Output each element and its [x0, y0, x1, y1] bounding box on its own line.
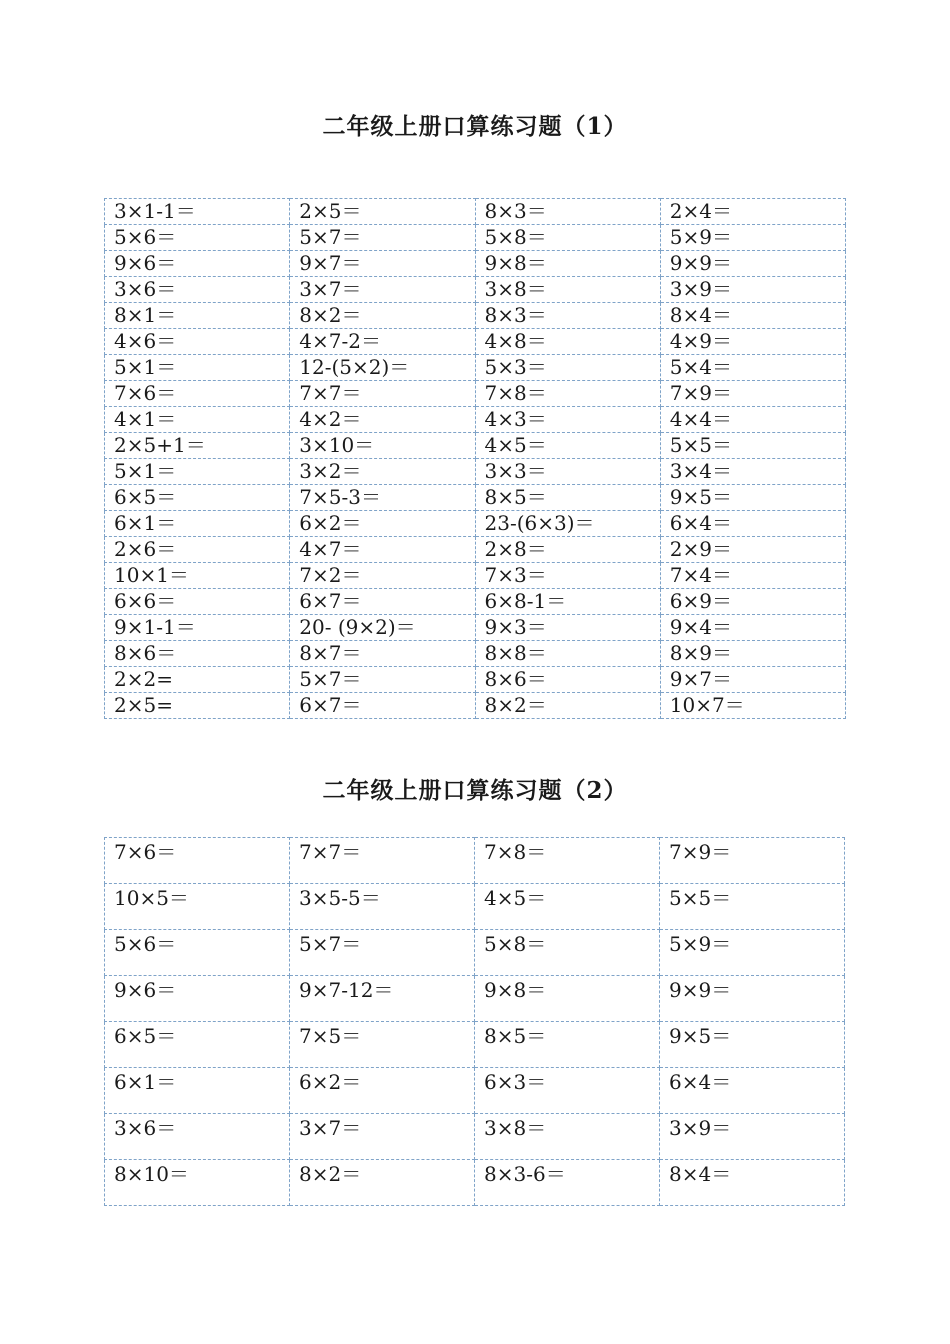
table-row [105, 433, 846, 459]
problem-cell: 7×2＝ [290, 563, 475, 589]
problem-cell: 5×7＝ [290, 930, 475, 976]
problem-cell: 9×6＝ [105, 251, 290, 277]
table-row [105, 930, 845, 976]
problem-cell: 6×1＝ [105, 1068, 290, 1114]
problem-cell: 6×7＝ [290, 589, 475, 615]
problem-cell: 5×7＝ [290, 225, 475, 251]
problem-cell: 20- (9×2)＝ [290, 615, 475, 641]
problem-cell: 9×1-1＝ [105, 615, 290, 641]
problem-cell: 5×7＝ [290, 667, 475, 693]
problem-cell: 3×10＝ [290, 433, 475, 459]
problem-cell: 6×4＝ [660, 511, 845, 537]
problem-table-1-body [105, 199, 846, 719]
problem-cell: 8×3＝ [475, 303, 660, 329]
problem-cell: 5×6＝ [105, 225, 290, 251]
table-row [105, 355, 846, 381]
problem-cell: 9×7-12＝ [290, 976, 475, 1022]
problem-cell: 9×8＝ [475, 976, 660, 1022]
problem-cell: 8×6＝ [475, 667, 660, 693]
problem-cell: 3×2＝ [290, 459, 475, 485]
problem-cell: 2×8＝ [475, 537, 660, 563]
problem-cell: 8×2＝ [290, 303, 475, 329]
worksheet-title-1: 二年级上册口算练习题（1） [322, 113, 628, 140]
problem-cell: 4×5＝ [475, 433, 660, 459]
problem-cell: 4×3＝ [475, 407, 660, 433]
problem-cell: 2×9＝ [660, 537, 845, 563]
problem-cell: 4×1＝ [105, 407, 290, 433]
problem-cell: 9×9＝ [660, 976, 845, 1022]
problem-cell: 8×4＝ [660, 1160, 845, 1206]
problem-cell: 9×6＝ [105, 976, 290, 1022]
problem-cell: 8×2＝ [290, 1160, 475, 1206]
table-row [105, 251, 846, 277]
table-row [105, 1022, 845, 1068]
problem-cell: 10×1＝ [105, 563, 290, 589]
problem-table-2 [104, 837, 845, 1206]
problem-cell: 5×9＝ [660, 225, 845, 251]
problem-cell: 7×6＝ [105, 381, 290, 407]
table-row [105, 459, 846, 485]
table-row [105, 199, 846, 225]
problem-cell: 5×1＝ [105, 355, 290, 381]
problem-cell: 2×5＝ [290, 199, 475, 225]
problem-cell: 2×6＝ [105, 537, 290, 563]
table-row [105, 537, 846, 563]
problem-cell: 7×8＝ [475, 381, 660, 407]
table-row [105, 976, 845, 1022]
problem-cell: 9×8＝ [475, 251, 660, 277]
problem-cell: 6×5＝ [105, 485, 290, 511]
problem-cell: 2×4＝ [660, 199, 845, 225]
problem-cell: 3×9＝ [660, 277, 845, 303]
problem-cell: 10×5＝ [105, 884, 290, 930]
problem-cell: 9×3＝ [475, 615, 660, 641]
problem-cell: 2×5= [105, 693, 290, 719]
problem-cell: 8×1＝ [105, 303, 290, 329]
problem-cell: 5×3＝ [475, 355, 660, 381]
problem-cell: 2×2= [105, 667, 290, 693]
problem-cell: 7×6＝ [105, 838, 290, 884]
problem-cell: 5×9＝ [660, 930, 845, 976]
table-row [105, 563, 846, 589]
problem-cell: 4×4＝ [660, 407, 845, 433]
problem-cell: 7×8＝ [475, 838, 660, 884]
problem-table-1 [104, 198, 846, 719]
problem-cell: 6×8-1＝ [475, 589, 660, 615]
table-row [105, 615, 846, 641]
problem-cell: 8×8＝ [475, 641, 660, 667]
table-row [105, 407, 846, 433]
problem-cell: 4×6＝ [105, 329, 290, 355]
problem-cell: 8×3-6＝ [475, 1160, 660, 1206]
table-row [105, 225, 846, 251]
problem-cell: 4×7＝ [290, 537, 475, 563]
table-row [105, 303, 846, 329]
problem-cell: 6×6＝ [105, 589, 290, 615]
table-row [105, 511, 846, 537]
problem-cell: 9×5＝ [660, 1022, 845, 1068]
table-row [105, 329, 846, 355]
problem-cell: 6×2＝ [290, 1068, 475, 1114]
problem-cell: 6×2＝ [290, 511, 475, 537]
problem-cell: 4×9＝ [660, 329, 845, 355]
problem-cell: 5×5＝ [660, 433, 845, 459]
problem-cell: 8×2＝ [475, 693, 660, 719]
problem-cell: 3×9＝ [660, 1114, 845, 1160]
problem-cell: 8×3＝ [475, 199, 660, 225]
problem-cell: 7×4＝ [660, 563, 845, 589]
table-row [105, 1114, 845, 1160]
problem-cell: 6×5＝ [105, 1022, 290, 1068]
problem-cell: 4×8＝ [475, 329, 660, 355]
problem-cell: 8×10＝ [105, 1160, 290, 1206]
problem-cell: 4×5＝ [475, 884, 660, 930]
problem-cell: 8×9＝ [660, 641, 845, 667]
problem-cell: 7×3＝ [475, 563, 660, 589]
problem-cell: 2×5+1＝ [105, 433, 290, 459]
table-row [105, 1068, 845, 1114]
problem-cell: 3×6＝ [105, 1114, 290, 1160]
problem-cell: 7×9＝ [660, 838, 845, 884]
problem-cell: 8×5＝ [475, 485, 660, 511]
table-row [105, 381, 846, 407]
problem-cell: 6×7＝ [290, 693, 475, 719]
problem-cell: 9×4＝ [660, 615, 845, 641]
table-row [105, 485, 846, 511]
problem-cell: 6×1＝ [105, 511, 290, 537]
problem-cell: 10×7＝ [660, 693, 845, 719]
problem-cell: 9×7＝ [290, 251, 475, 277]
problem-cell: 7×9＝ [660, 381, 845, 407]
problem-cell: 5×4＝ [660, 355, 845, 381]
problem-cell: 6×9＝ [660, 589, 845, 615]
problem-cell: 8×5＝ [475, 1022, 660, 1068]
problem-cell: 7×5＝ [290, 1022, 475, 1068]
problem-cell: 5×6＝ [105, 930, 290, 976]
table-row [105, 1160, 845, 1206]
problem-cell: 3×8＝ [475, 277, 660, 303]
problem-cell: 3×1-1＝ [105, 199, 290, 225]
problem-cell: 9×9＝ [660, 251, 845, 277]
problem-cell: 5×8＝ [475, 225, 660, 251]
problem-cell: 6×4＝ [660, 1068, 845, 1114]
problem-cell: 7×5-3＝ [290, 485, 475, 511]
problem-cell: 5×5＝ [660, 884, 845, 930]
problem-cell: 3×6＝ [105, 277, 290, 303]
problem-cell: 7×7＝ [290, 838, 475, 884]
table-row [105, 693, 846, 719]
problem-cell: 12-(5×2)＝ [290, 355, 475, 381]
problem-cell: 8×6＝ [105, 641, 290, 667]
problem-cell: 6×3＝ [475, 1068, 660, 1114]
problem-cell: 23-(6×3)＝ [475, 511, 660, 537]
problem-cell: 8×4＝ [660, 303, 845, 329]
problem-cell: 3×5-5＝ [290, 884, 475, 930]
problem-cell: 3×7＝ [290, 1114, 475, 1160]
problem-table-2-body [105, 838, 845, 1206]
problem-cell: 3×8＝ [475, 1114, 660, 1160]
table-row [105, 838, 845, 884]
problem-cell: 8×7＝ [290, 641, 475, 667]
worksheet-title-2: 二年级上册口算练习题（2） [322, 777, 628, 804]
problem-cell: 5×8＝ [475, 930, 660, 976]
problem-cell: 3×3＝ [475, 459, 660, 485]
problem-cell: 9×7＝ [660, 667, 845, 693]
problem-cell: 4×2＝ [290, 407, 475, 433]
table-row [105, 589, 846, 615]
problem-cell: 9×5＝ [660, 485, 845, 511]
table-row [105, 641, 846, 667]
table-row [105, 667, 846, 693]
problem-cell: 3×4＝ [660, 459, 845, 485]
problem-cell: 5×1＝ [105, 459, 290, 485]
table-row [105, 884, 845, 930]
problem-cell: 7×7＝ [290, 381, 475, 407]
problem-cell: 4×7-2＝ [290, 329, 475, 355]
problem-cell: 3×7＝ [290, 277, 475, 303]
table-row [105, 277, 846, 303]
